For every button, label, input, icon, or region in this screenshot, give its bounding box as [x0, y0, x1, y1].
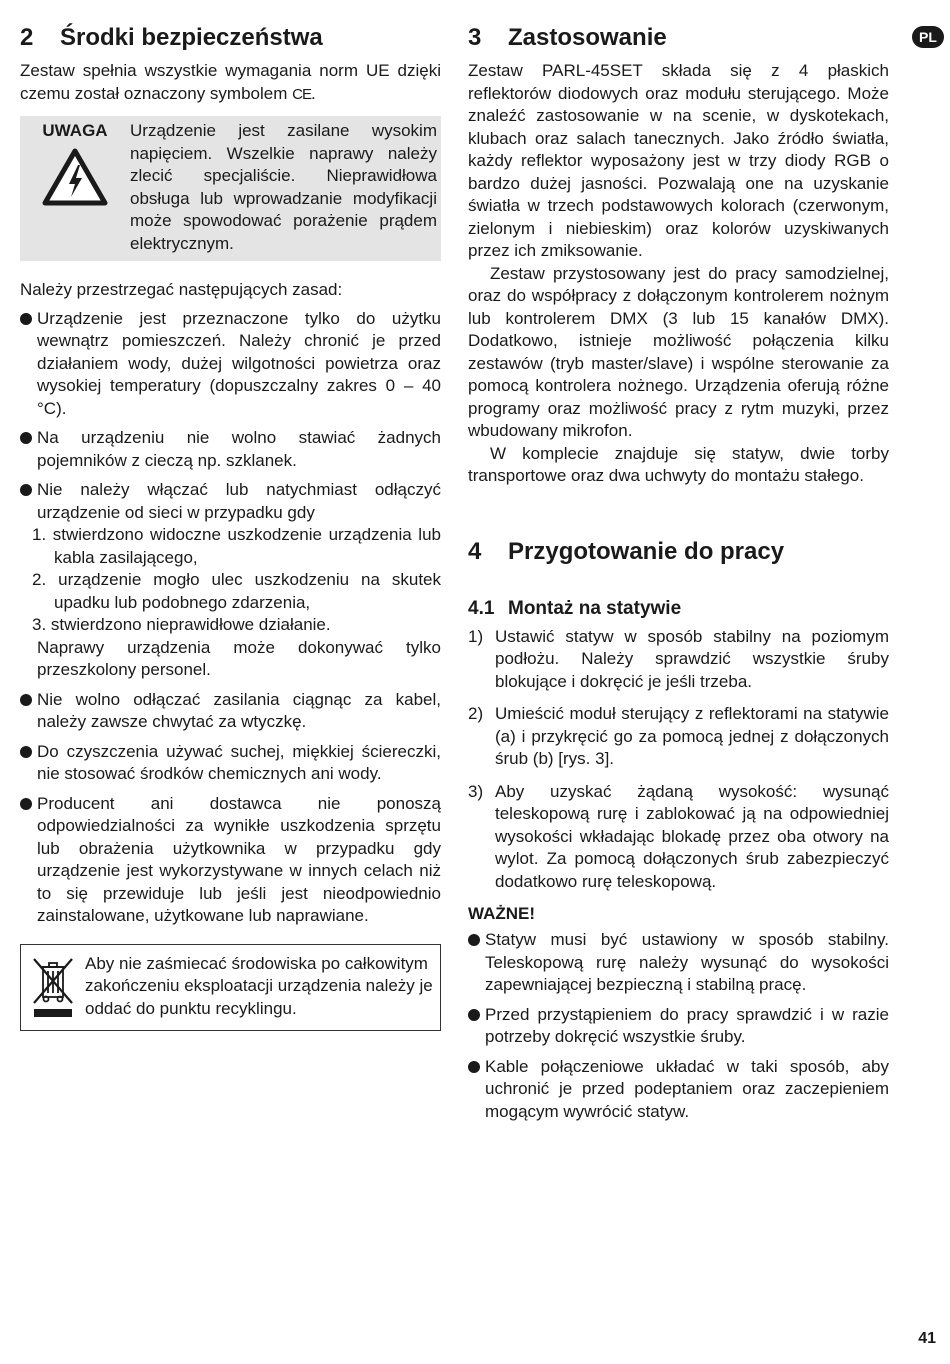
recycling-notice-box [20, 944, 441, 1032]
sub-list-item: 1. stwierdzono widoczne uszkodzenie urządzenia lub kabla zasilającego, [32, 525, 441, 567]
bullet-icon [468, 1061, 480, 1073]
left-column [20, 22, 441, 1031]
section-title: Przygotowanie do pracy [508, 537, 785, 565]
subsection-title: Montaż na statywie [508, 597, 682, 619]
section-number: 4 [468, 537, 482, 565]
section-3-heading [468, 22, 889, 54]
list-item: Kable połączeniowe układać w taki sposób, aby uchronić je przed podeptaniem oraz zaczepieniem mogącym wywrócić statyw. [468, 1056, 889, 1124]
warning-side [20, 120, 130, 255]
list-item: 2) Umieścić moduł sterujący z reflektorami na statywie (a) i przykręcić go za pomocą jednej z dołączonych śrub (b) [rys. 3]. [468, 704, 889, 768]
list-item: Producent ani dostawca nie ponoszą odpowiedzialności za wynikłe uszkodzenia sprzętu lub obrażenia użytkownika w przypadku gdy urządzenie jest wykorzystywane w innych celach niż to się przewiduje lub jeśli jest nieodpowiednio zainstalowane, użytkowane lub naprawiane. [20, 793, 441, 928]
sub-list-note: Naprawy urządzenia może dokonywać tylko przeszkolony personel. [37, 637, 441, 679]
section-title: Zastosowanie [508, 24, 667, 51]
subsection-4-1-heading [468, 596, 889, 622]
step-number: 3) [468, 781, 484, 801]
sub-list-item: 3. stwierdzono nieprawidłowe działanie. [32, 615, 331, 634]
language-badge: PL [912, 26, 944, 48]
bullet-icon [20, 694, 32, 706]
list-item: 3) Aby uzyskać żądaną wysokość: wysunąć teleskopową rurę i zablokować ją na odpowiedniej wysokości wkładając blokadę przez oba otwory na wylot. Za pomocą dołączonych śrub zabezpieczyć dodatkowo rurę teleskopową. [468, 781, 889, 891]
list-item: Przed przystąpieniem do pracy sprawdzić i w razie potrzeby dokręcić wszystkie śruby. [468, 1004, 889, 1049]
ce-mark-icon: CE [292, 85, 311, 103]
page-number: 41 [918, 1330, 936, 1347]
section-title: Środki bezpieczeństwa [60, 24, 323, 51]
bullet-icon [20, 746, 32, 758]
sub-list [32, 524, 441, 637]
important-label: WAŻNE! [468, 904, 536, 923]
step-number: 1) [468, 626, 484, 646]
warning-box [20, 116, 441, 261]
step-number: 2) [468, 704, 484, 723]
recycling-text: Aby nie zaśmiecać środowiska po całkowitym zakończeniu eksploatacji urządzenia należy je oddać do punktu recyklingu. [85, 953, 433, 1018]
section-4-heading [468, 536, 889, 568]
right-column [468, 22, 889, 1130]
list-item: Statyw musi być ustawiony w sposób stabilny. Teleskopową rurę należy wysunąć do wysokości zapewniającej bezpieczną i stabilną pracę. [468, 929, 889, 997]
warning-label: UWAGA [42, 121, 108, 140]
list-item: Nie wolno odłączać zasilania ciągnąc za kabel, należy zawsze chwytać za wtyczkę. [20, 689, 441, 734]
safety-rules-list [20, 308, 441, 928]
list-item: Do czyszczenia używać suchej, miękkiej ściereczki, nie stosować środków chemicznych ani wody. [20, 741, 441, 786]
list-item: 1) Ustawić statyw w sposób stabilny na poziomym podłożu. Należy sprawdzić wszystkie śruby blokujące i dokręcić je jeśli trzeba. [468, 626, 889, 691]
crossed-out-bin-icon [21, 953, 85, 1021]
subsection-number: 4.1 [468, 597, 495, 619]
bullet-icon [468, 1009, 480, 1021]
section-2-intro: Zestaw spełnia wszystkie wymagania norm UE dzięki czemu został oznaczony symbolem CE. [20, 61, 441, 103]
high-voltage-warning-icon [42, 148, 108, 211]
important-list [468, 929, 889, 1123]
rules-heading: Należy przestrzegać następujących zasad: [20, 280, 343, 299]
list-item: Nie należy włączać lub natychmiast odłączyć urządzenie od sieci w przypadku gdy 1. stwierdzono widoczne uszkodzenie urządzenia lub kabla zasilającego, 2. urządzenie mogło ulec uszkodzeniu na skutek upadku lub podobnego zdarzenia, 3. stwierdzono nieprawidłowe działanie. Naprawy urządzenia może dokonywać tylko przeszkolony personel. [20, 479, 441, 682]
bullet-icon [20, 798, 32, 810]
list-item: Urządzenie jest przeznaczone tylko do użytku wewnątrz pomieszczeń. Należy chronić je przed działaniem wody, dużej wilgotności powietrza oraz wysokiej temperatury (dopuszczalny zakres 0 – 40 °C). [20, 308, 441, 421]
bullet-icon [20, 313, 32, 325]
bullet-icon [20, 484, 32, 496]
bullet-icon [20, 432, 32, 444]
bullet-icon [468, 934, 480, 946]
section-2-heading [20, 22, 441, 54]
warning-text: Urządzenie jest zasilane wysokim napięciem. Wszelkie naprawy należy zlecić specjaliście. Nieprawidłowa obsługa lub wprowadzanie modyfikacji może spowodować porażenie prądem elektrycznym. [130, 121, 437, 253]
sub-list-item: 2. urządzenie mogło ulec uszkodzeniu na skutek upadku lub podobnego zdarzenia, [32, 570, 441, 612]
paragraph: Zestaw przystosowany jest do pracy samodzielnej, oraz do współpracy z dołączonym kontrolerem nożnym lub kontrolerem DMX (3 lub 15 kanałów DMX). Dodatkowo, istnieje możliwość połączenia kilku zestawów (tryb master/slave) i wspólne sterowanie za pomocą kontrolera nożnego. Urządzenia oferują różne programy oraz możliwość pracy z rytm muzyki, przez wbudowany mikrofon. [468, 263, 889, 440]
assembly-steps-list [468, 626, 889, 894]
paragraph: Zestaw PARL-45SET składa się z 4 płaskich reflektorów diodowych oraz modułu sterującego. Może znaleźć zastosowanie w na scenie, w dyskotekach, klubach oraz salach tanecznych. Jako źródło światła, każdy reflektor wyposażony jest w trzy diody RGB o bardzo dużej jasności. Pozwalają one na uzyskanie światła w trzech podstawowych kolorach (czerwonym, zielonym i niebieskim) oraz kolorów uzyskiwanych przez ich zmiksowanie. [468, 61, 889, 260]
section-number: 2 [20, 24, 34, 51]
list-item: Na urządzeniu nie wolno stawiać żadnych pojemników z cieczą np. szklanek. [20, 427, 441, 472]
section-number: 3 [468, 24, 482, 51]
paragraph: W komplecie znajduje się statyw, dwie torby transportowe oraz dwa uchwyty do montażu stałego. [468, 443, 889, 485]
